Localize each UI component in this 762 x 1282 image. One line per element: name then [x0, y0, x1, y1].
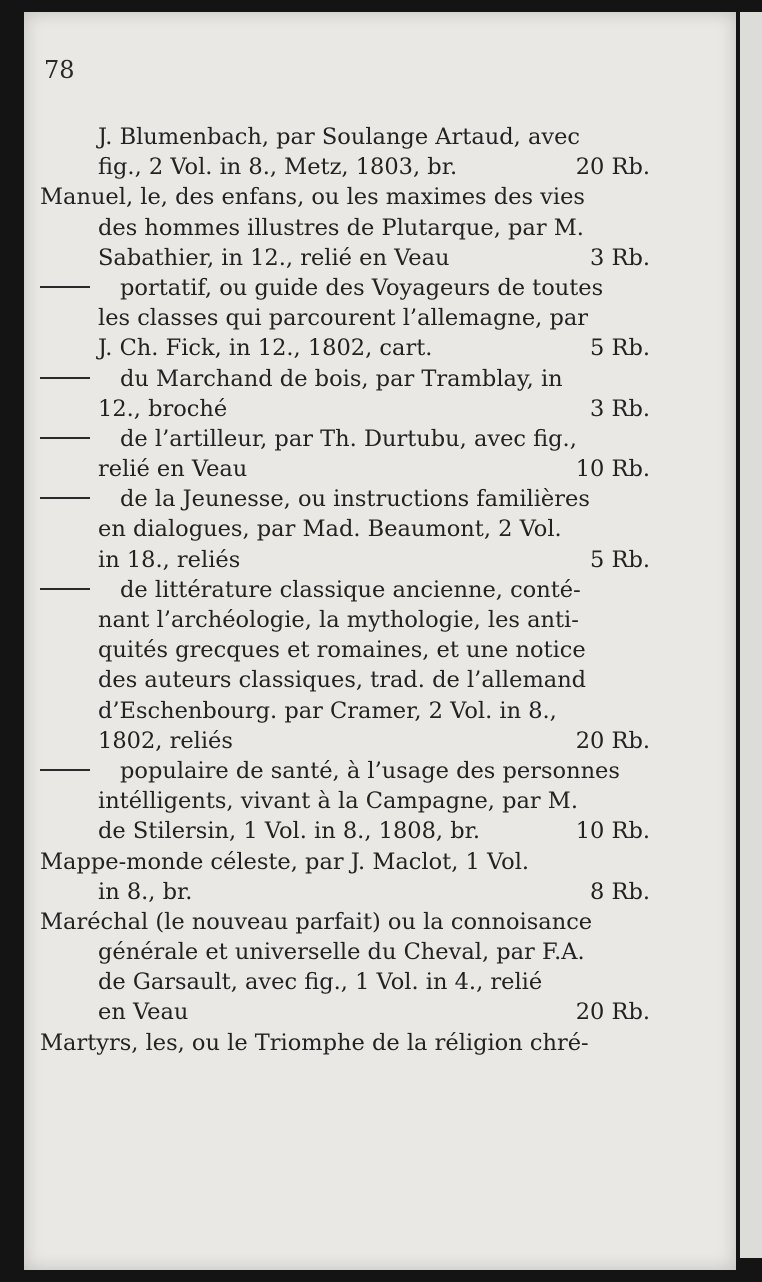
catalogue-entry [40, 364, 650, 424]
entry-line: Mappe-monde céleste, par J. Maclot, 1 Vol. [40, 848, 530, 875]
entry-line: des auteurs classiques, trad. de l’allemand [98, 667, 587, 694]
entry-line: quités grecques et romaines, et une notice [98, 637, 586, 664]
entry-line: de l’artilleur, par Th. Durtubu, avec fig., [40, 424, 650, 454]
catalogue-entry [40, 273, 650, 364]
entry-line: J. Ch. Fick, in 12., 1802, cart. 5 Rb. [40, 333, 650, 363]
catalogue-entry [40, 907, 650, 1028]
entry-line: d’Eschenbourg. par Cramer, 2 Vol. in 8., [98, 697, 557, 724]
entry-price: 10 Rb. [575, 456, 650, 483]
entry-line: du Marchand de bois, par Tramblay, in [40, 364, 650, 394]
entry-line: J. Blumenbach, par Soulange Artaud, avec [98, 124, 581, 150]
entry-line: de littérature classique ancienne, conté- [40, 575, 650, 605]
entry-line: Martyrs, les, ou le Triomphe de la réligion chré- [40, 1029, 589, 1056]
entry-line: de Garsault, avec fig., 1 Vol. in 4., relié [98, 969, 543, 996]
entry-line: Manuel, le, des enfans, ou les maximes des vies [40, 184, 585, 211]
entry-price: 3 Rb. [590, 395, 650, 422]
entry-line: in 8., br. 8 Rb. [40, 877, 650, 907]
catalogue-entry [40, 484, 650, 575]
entry-price: 5 Rb. [590, 335, 650, 362]
page-number: 78 [44, 56, 75, 84]
entry-line: en dialogues, par Mad. Beaumont, 2 Vol. [98, 516, 562, 543]
entry-line: Sabathier, in 12., relié en Veau 3 Rb. [40, 243, 650, 273]
entry-line: des hommes illustres de Plutarque, par M. [98, 214, 584, 241]
ditto-dash [40, 286, 90, 288]
entry-line: les classes qui parcourent l’allemagne, par [98, 305, 589, 332]
ditto-dash [40, 437, 90, 439]
ditto-dash [40, 497, 90, 499]
catalogue-entry [40, 182, 650, 273]
entry-line: relié en Veau 10 Rb. [40, 454, 650, 484]
entry-line: 1802, reliés 20 Rb. [40, 726, 650, 756]
entry-line: 12., broché 3 Rb. [40, 394, 650, 424]
entry-line: in 18., reliés 5 Rb. [40, 545, 650, 575]
entry-price: 8 Rb. [590, 878, 650, 905]
entry-line: Maréchal (le nouveau parfait) ou la connoisance [40, 908, 593, 935]
entry-price: 20 Rb. [575, 727, 650, 754]
entry-line: de la Jeunesse, ou instructions familières [40, 484, 650, 514]
entry-line: intélligents, vivant à la Campagne, par M. [98, 788, 578, 815]
catalogue-entries [40, 122, 650, 1058]
facing-page-edge [740, 12, 762, 1258]
entry-price: 20 Rb. [575, 999, 650, 1026]
entry-line: de Stilersin, 1 Vol. in 8., 1808, br. 10 Rb. [40, 816, 650, 846]
catalogue-entry [40, 847, 650, 907]
catalogue-entry [40, 756, 650, 847]
catalogue-entry [40, 575, 650, 756]
entry-line: fig., 2 Vol. in 8., Metz, 1803, br. 20 Rb. [40, 152, 650, 182]
entry-line: nant l’archéologie, la mythologie, les anti- [98, 607, 579, 633]
entry-line: générale et universelle du Cheval, par F.A. [98, 939, 585, 966]
entry-line: portatif, ou guide des Voyageurs de toutes [40, 273, 650, 303]
ditto-dash [40, 769, 90, 771]
catalogue-entry [40, 122, 650, 182]
entry-price: 10 Rb. [575, 818, 650, 845]
catalogue-entry [40, 1028, 650, 1058]
entry-price: 5 Rb. [590, 546, 650, 573]
ditto-dash [40, 588, 90, 590]
entry-price: 3 Rb. [590, 244, 650, 271]
ditto-dash [40, 377, 90, 379]
catalogue-entry [40, 424, 650, 484]
entry-line: populaire de santé, à l’usage des personnes [40, 756, 650, 786]
entry-price: 20 Rb. [575, 154, 650, 181]
entry-line: en Veau 20 Rb. [40, 997, 650, 1027]
